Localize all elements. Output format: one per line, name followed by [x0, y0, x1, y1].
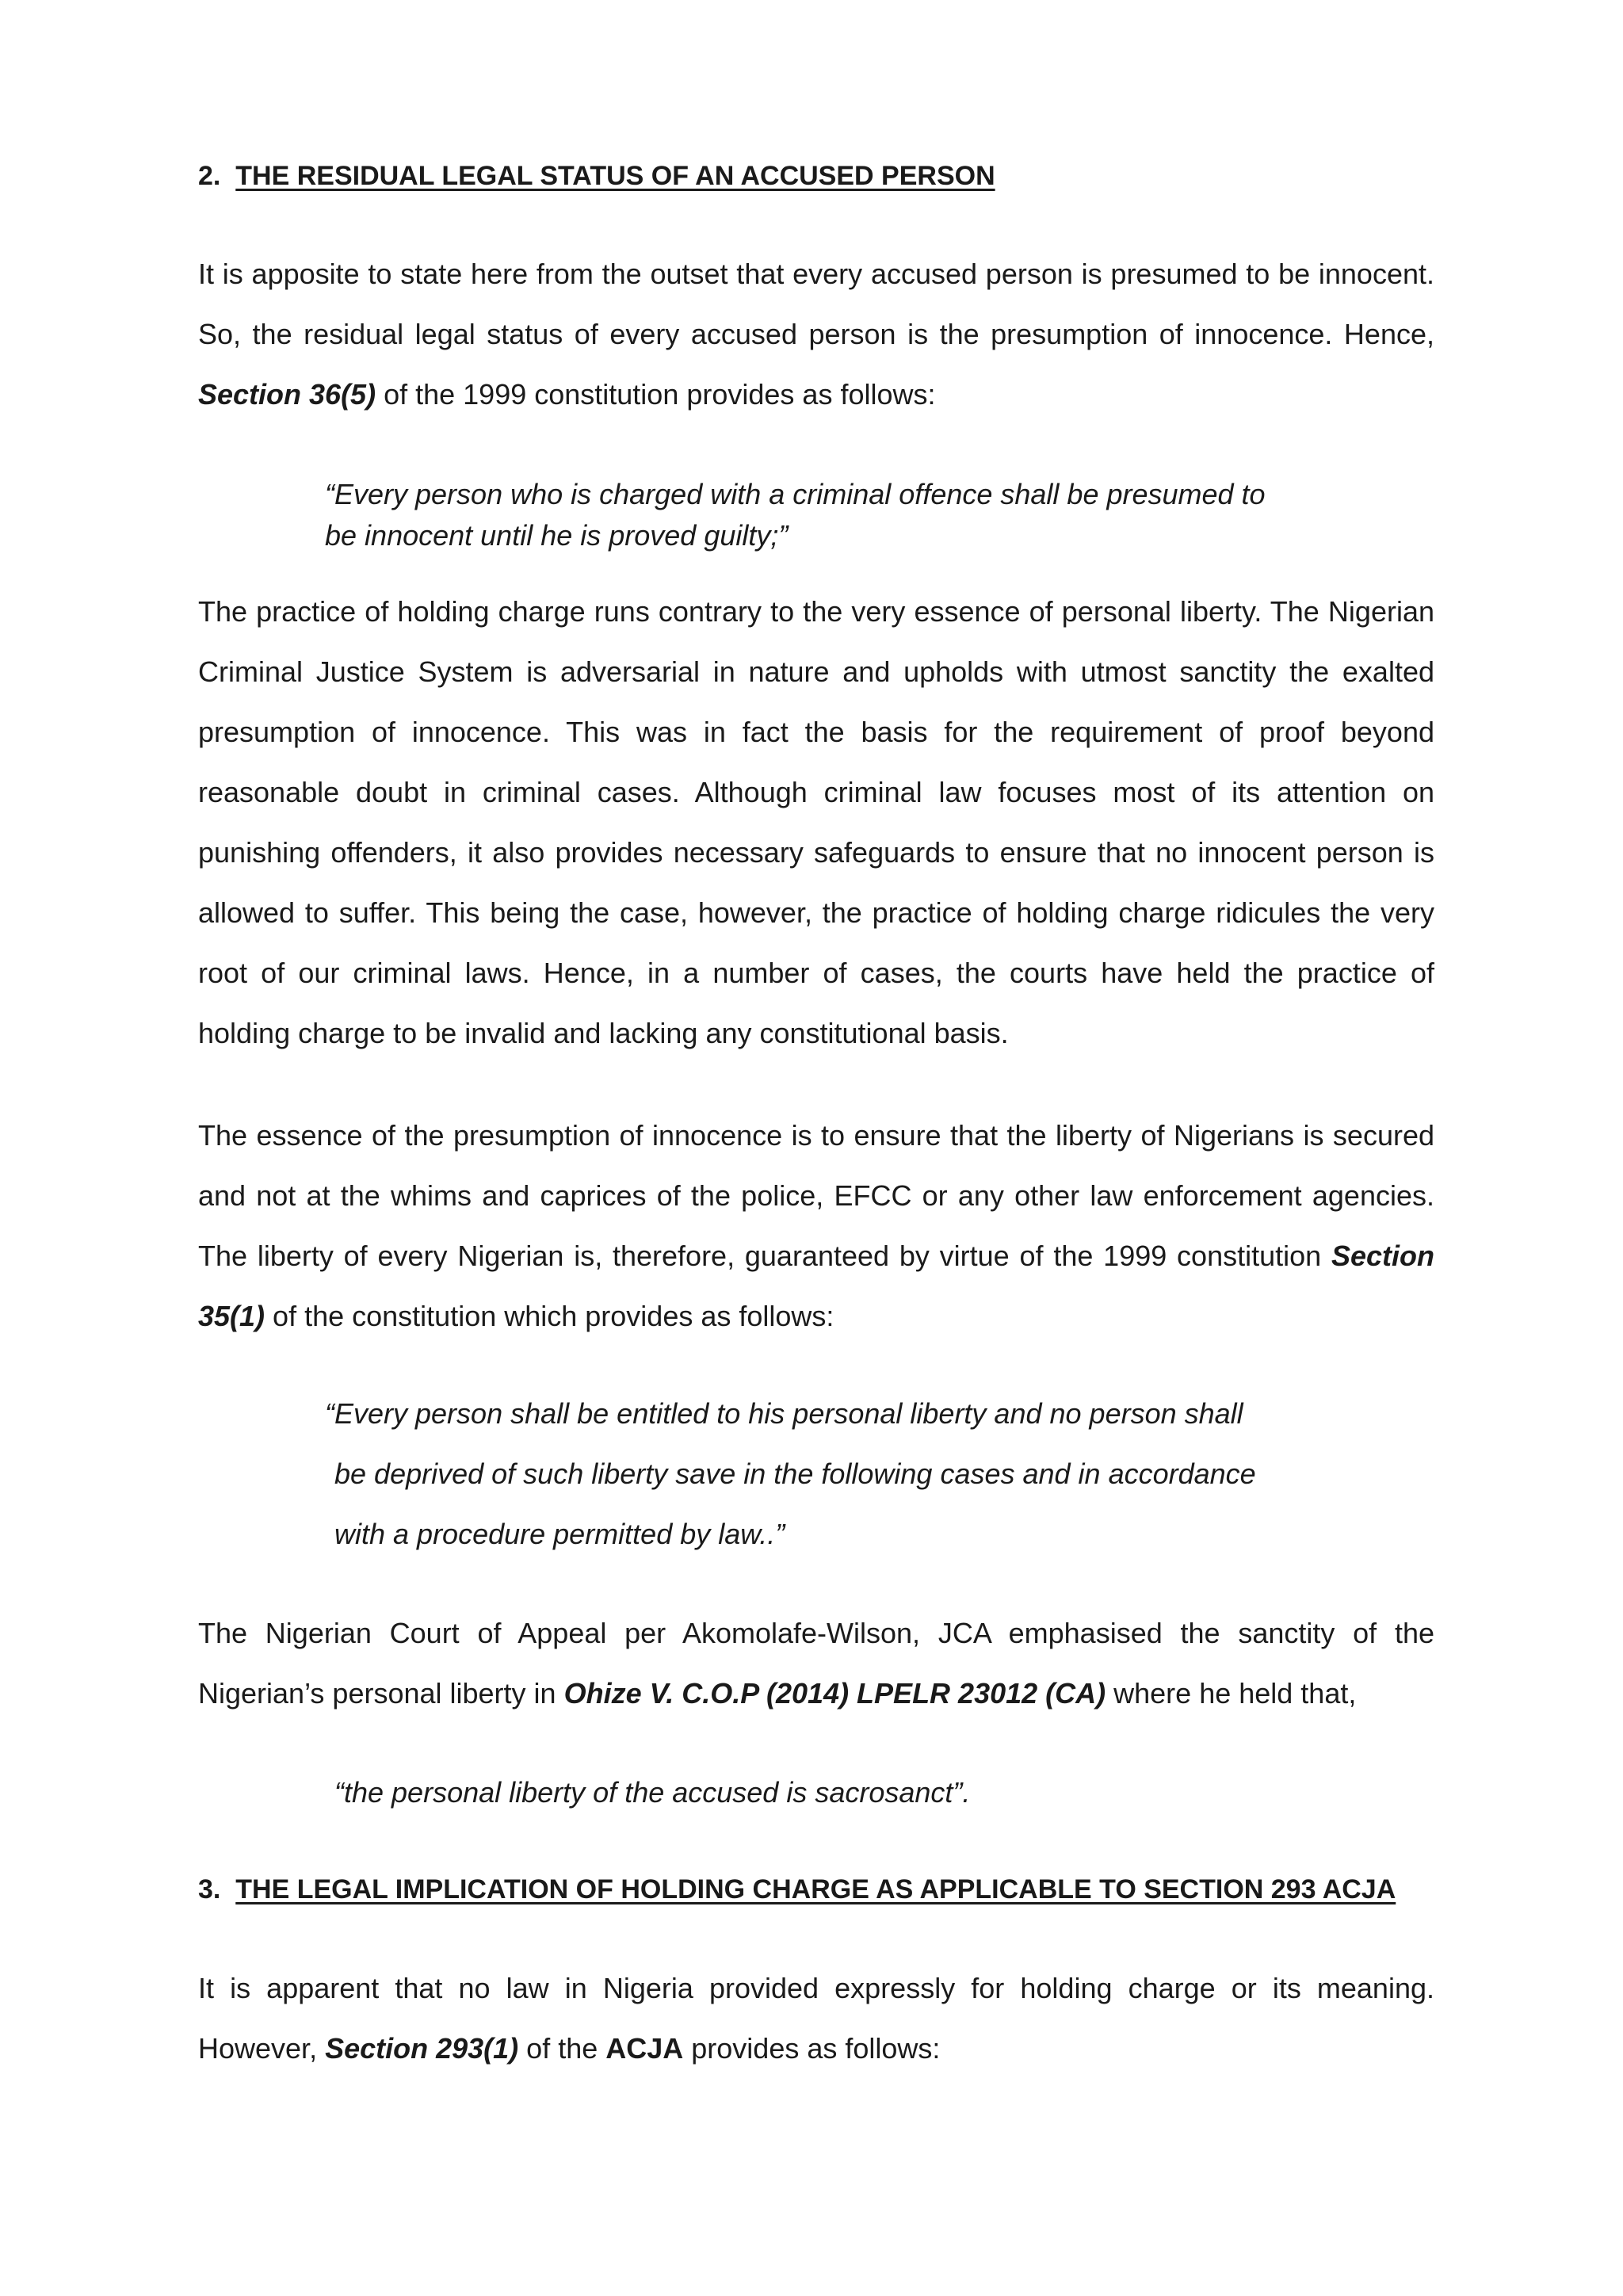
paragraph-liberty [198, 1106, 1434, 1347]
section-2-title: THE RESIDUAL LEGAL STATUS OF AN ACCUSED PERSON [235, 161, 995, 191]
quote-line: be innocent until he is proved guilty;” [325, 519, 789, 552]
citation-section-36-5: Section 36(5) [198, 378, 376, 411]
citation-section-293-1: Section 293(1) [325, 2032, 519, 2065]
quote-line: be deprived of such liberty save in the following cases and in accordance [334, 1457, 1256, 1490]
paragraph-text: The essence of the presumption of innocence is to ensure that the liberty of Nigerians is secured and not at the whims and caprices of the police, EFCC or any other law enforcement agencies. The liberty of every Nigerian is, therefore, guaranteed by virtue of the 1999 constitution [198, 1119, 1434, 1272]
paragraph-text: where he held that, [1106, 1677, 1357, 1710]
quote-ohize [325, 1763, 1347, 1823]
paragraph-text: It is apparent that no law in Nigeria provided expressly for holding charge or its meaning. However, [198, 1972, 1434, 2065]
quote-section-35-1 [325, 1384, 1347, 1564]
section-2-number: 2. [198, 161, 221, 191]
acronym-acja: ACJA [605, 2032, 684, 2065]
quote-line: “Every person shall be entitled to his personal liberty and no person shall [325, 1397, 1243, 1430]
paragraph-court-of-appeal [198, 1603, 1434, 1724]
paragraph-text: It is apposite to state here from the outset that every accused person is presumed to be innocent. So, the residual legal status of every accused person is the presumption of innocence. Hence, [198, 258, 1434, 350]
paragraph-text: provides as follows: [683, 2032, 941, 2065]
section-3-heading [198, 1872, 1434, 1907]
quote-line: with a procedure permitted by law..” [334, 1518, 785, 1550]
paragraph-presumption [198, 244, 1434, 425]
paragraph-text: of the constitution which provides as follows: [265, 1300, 834, 1332]
paragraph-text: of the 1999 constitution provides as follows: [376, 378, 936, 411]
section-3-number: 3. [198, 1874, 221, 1904]
quote-line: “Every person who is charged with a criminal offence shall be presumed to [325, 478, 1266, 510]
quote-section-36-5 [325, 474, 1347, 556]
paragraph-text: The practice of holding charge runs contrary to the very essence of personal liberty. The Nigerian Criminal Justice System is adversarial in nature and upholds with utmost sanctity the exalted presumption of innocence. This was in fact the basis for the requirement of proof beyond reasonable doubt in criminal cases. Although criminal law focuses most of its attention on punishing offenders, it also provides necessary safeguards to ensure that no innocent person is allowed to suffer. This being the case, however, the practice of holding charge ridicules the very root of our criminal laws. Hence, in a number of cases, the courts have held the practice of holding charge to be invalid and lacking any constitutional basis. [198, 595, 1434, 1049]
paragraph-holding-charge [198, 582, 1434, 1064]
paragraph-section-293 [198, 1958, 1434, 2079]
quote-line: “the personal liberty of the accused is sacrosanct”. [334, 1776, 971, 1809]
citation-section-35-1: Section 35(1) [198, 1240, 1434, 1332]
paragraph-text: of the [518, 2032, 606, 2065]
section-2-heading [198, 159, 1434, 193]
section-3-title: THE LEGAL IMPLICATION OF HOLDING CHARGE AS APPLICABLE TO SECTION 293 ACJA [235, 1874, 1396, 1904]
paragraph-text: The Nigerian Court of Appeal per Akomolafe-Wilson, JCA emphasised the sanctity of the Nigerian’s personal liberty in [198, 1617, 1434, 1710]
citation-ohize-v-cop: Ohize V. C.O.P (2014) LPELR 23012 (CA) [563, 1677, 1106, 1710]
